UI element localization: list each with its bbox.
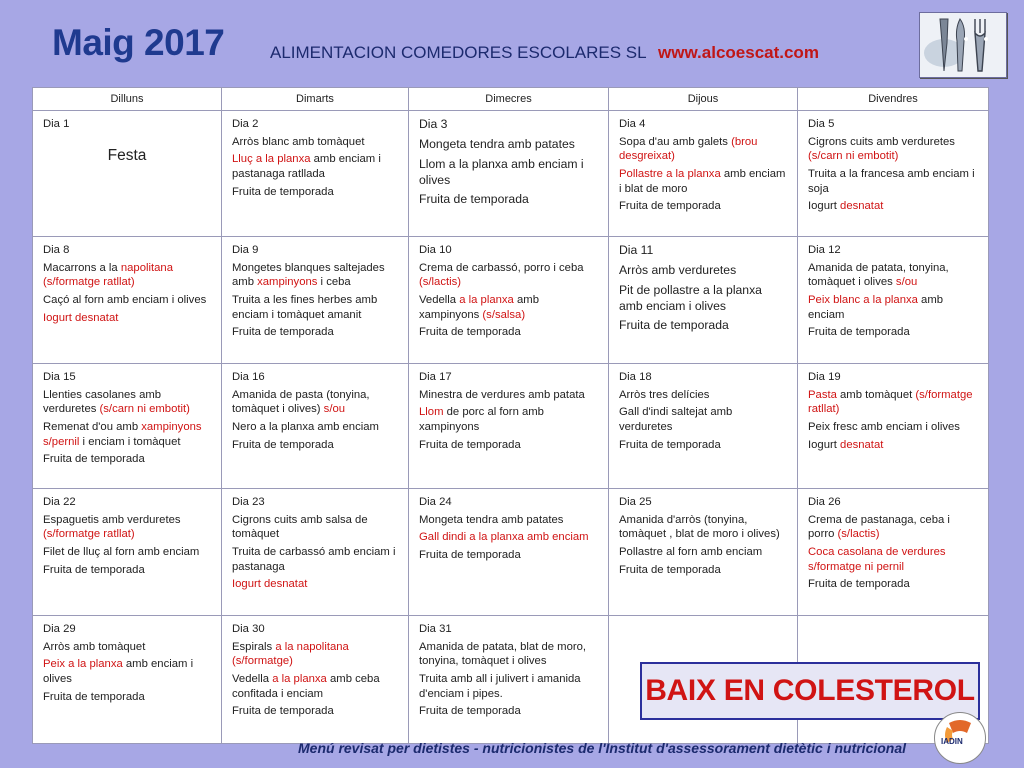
day-cell — [33, 488, 222, 615]
menu-item — [619, 283, 787, 315]
menu-text: Pollastre al forn amb enciam — [619, 545, 763, 558]
day-number — [619, 370, 787, 385]
menu-text: Dia 25 — [619, 495, 652, 508]
menu-text: Dia 16 — [232, 370, 265, 383]
day-number — [808, 117, 978, 132]
menu-item — [232, 545, 398, 574]
weekday-header: Dilluns — [33, 88, 222, 111]
menu-item — [232, 293, 398, 322]
menu-text: Fruita de temporada — [419, 438, 521, 451]
menu-text: Mongetes blanques saltejades amb — [232, 261, 385, 289]
day-cell — [798, 363, 989, 488]
menu-text: Fruita de temporada — [808, 578, 910, 591]
footer-note: Menú revisat per dietistes - nutricionistes de l'Institut d'assessorament dietètic i nutricional — [298, 740, 907, 756]
menu-item — [808, 420, 978, 435]
menu-text: Dia 10 — [419, 243, 452, 256]
menu-text: amb xampinyons — [419, 294, 539, 321]
menu-text: Peix a la planxa — [43, 658, 123, 671]
menu-item — [619, 135, 787, 164]
weekday-header-row — [33, 88, 989, 111]
menu-text: s/ou — [323, 403, 346, 416]
menu-text: (s/formatge ratllat) — [43, 528, 135, 541]
weekday-header: Dimarts — [222, 88, 409, 111]
day-number — [808, 370, 978, 385]
menu-text: Dia 26 — [808, 495, 841, 508]
menu-text: i ceba — [317, 276, 351, 289]
menu-text: amb tomàquet — [836, 388, 916, 401]
menu-text: Pit de pollastre a la planxa amb enciam i olives — [619, 282, 762, 313]
menu-text: Arròs blanc amb tomàquet — [232, 135, 365, 148]
menu-text: Amanida de pasta (tonyina, tomàquet i olives) — [232, 388, 370, 416]
menu-text: Fruita de temporada — [619, 438, 721, 451]
menu-item — [43, 420, 211, 449]
menu-item — [232, 185, 398, 200]
menu-text: Arròs amb verduretes — [619, 262, 737, 277]
menu-text: Fruita de temporada — [419, 192, 529, 207]
day-cell — [609, 111, 798, 237]
menu-item — [419, 405, 598, 434]
menu-text: (s/lactis) — [419, 276, 462, 289]
menu-text: Fruita de temporada — [419, 326, 521, 339]
menu-item — [808, 199, 978, 214]
day-cell — [222, 615, 409, 743]
menu-text: Filet de lluç al forn amb enciam — [43, 545, 200, 558]
day-cell — [33, 615, 222, 743]
menu-item — [232, 420, 398, 435]
menu-text: desnatat — [840, 200, 884, 213]
menu-text: Amanida d'arròs (tonyina, tomàquet , blat de moro i olives) — [619, 513, 780, 541]
menu-text: Dia 30 — [232, 622, 265, 635]
menu-text: Macarrons a la — [43, 261, 121, 274]
menu-table-container — [32, 87, 988, 744]
menu-item — [232, 261, 398, 290]
low-cholesterol-badge: BAIX EN COLESTEROL — [640, 662, 980, 720]
day-cell — [33, 363, 222, 488]
menu-text: napolitana (s/formatge ratllat) — [43, 261, 173, 289]
menu-text: Mongeta tendra amb patates — [419, 136, 575, 151]
week-row — [33, 363, 989, 488]
menu-item — [619, 545, 787, 560]
menu-table — [32, 87, 989, 744]
menu-item — [43, 146, 211, 166]
menu-text: Minestra de verdures amb patata — [419, 388, 585, 401]
menu-item — [619, 199, 787, 214]
menu-item — [232, 704, 398, 719]
day-number — [232, 495, 398, 510]
menu-item — [43, 388, 211, 417]
menu-item — [232, 152, 398, 181]
week-row — [33, 111, 989, 237]
week-row — [33, 488, 989, 615]
weekday-header: Dijous — [609, 88, 798, 111]
day-number — [43, 243, 211, 258]
menu-text: Iogurt — [808, 438, 841, 451]
menu-item — [43, 563, 211, 578]
menu-text: Dia 5 — [808, 118, 835, 130]
day-number — [43, 622, 211, 637]
menu-item — [619, 438, 787, 453]
menu-text: Vedella — [232, 672, 273, 685]
menu-text: Lluç a la planxa — [232, 153, 311, 166]
menu-text: Fruita de temporada — [619, 200, 721, 213]
day-cell — [33, 111, 222, 237]
cutlery-icon — [920, 13, 1006, 77]
menu-text: Llom a la planxa amb enciam i olives — [419, 156, 584, 187]
menu-text: Dia 15 — [43, 370, 76, 383]
menu-item — [43, 452, 211, 467]
menu-text: Espaguetis amb verduretes — [43, 513, 181, 526]
menu-item — [619, 563, 787, 578]
menu-text: Festa — [107, 146, 147, 164]
menu-text: Iogurt — [808, 200, 841, 213]
menu-text: Amanida de patata, tonyina, tomàquet i olives — [808, 261, 949, 289]
menu-item — [419, 192, 598, 208]
day-number — [619, 495, 787, 510]
menu-text: Crema de pastanaga, ceba i porro — [808, 513, 950, 541]
day-cell — [33, 236, 222, 363]
day-cell — [409, 615, 609, 743]
menu-item — [619, 318, 787, 334]
menu-text: Dia 8 — [43, 243, 70, 256]
day-cell — [222, 111, 409, 237]
menu-item — [619, 388, 787, 403]
weekday-header: Dimecres — [409, 88, 609, 111]
menu-text: Dia 23 — [232, 495, 265, 508]
menu-item — [808, 513, 978, 542]
menu-item — [419, 325, 598, 340]
menu-text: a la planxa — [459, 294, 514, 306]
menu-item — [808, 167, 978, 196]
menu-item — [619, 405, 787, 434]
menu-text: amb enciam i blat de moro — [619, 168, 786, 195]
menu-text: Llom — [419, 406, 444, 419]
menu-text: Crema de carbassó, porro i ceba — [419, 261, 584, 274]
day-number — [43, 495, 211, 510]
menu-item — [808, 261, 978, 290]
day-cell — [409, 488, 609, 615]
day-number — [232, 243, 398, 258]
menu-text: Dia 9 — [232, 243, 259, 256]
menu-item — [419, 530, 598, 545]
day-cell — [609, 236, 798, 363]
menu-text: Espirals — [232, 640, 276, 653]
menu-item — [232, 438, 398, 453]
menu-text: Arròs amb tomàquet — [43, 640, 146, 653]
menu-item — [808, 577, 978, 592]
menu-text: Dia 11 — [619, 242, 654, 257]
menu-text: a la planxa — [272, 672, 327, 685]
day-number — [43, 370, 211, 385]
menu-item — [808, 388, 978, 417]
menu-text: (s/lactis) — [837, 528, 880, 541]
website-link[interactable]: www.alcoescat.com — [658, 43, 819, 62]
menu-text: i enciam i tomàquet — [79, 435, 181, 448]
menu-text: s/ou — [895, 276, 918, 289]
menu-item — [419, 137, 598, 153]
menu-text: Caçó al forn amb enciam i olives — [43, 294, 207, 306]
menu-text: Dia 1 — [43, 118, 70, 130]
day-cell — [409, 363, 609, 488]
menu-text: Cigrons cuits amb verduretes — [808, 135, 955, 148]
menu-text: Dia 17 — [419, 370, 452, 383]
menu-item — [43, 690, 211, 705]
menu-item — [43, 261, 211, 290]
menu-text: Fruita de temporada — [419, 548, 521, 561]
menu-text: Fruita de temporada — [232, 326, 334, 339]
day-cell — [222, 488, 409, 615]
menu-item — [419, 438, 598, 453]
menu-text: Peix fresc amb enciam i olives — [808, 421, 960, 433]
menu-item — [419, 672, 598, 701]
menu-text: xampinyons — [257, 276, 318, 289]
day-number — [419, 370, 598, 385]
menu-text: Dia 4 — [619, 118, 646, 130]
day-number — [232, 622, 398, 637]
menu-item — [232, 388, 398, 417]
menu-text: Dia 22 — [43, 495, 76, 508]
menu-item — [808, 135, 978, 164]
menu-text: amb enciam i pastanaga ratllada — [232, 153, 381, 181]
menu-text: Dia 29 — [43, 622, 76, 635]
menu-item — [619, 167, 787, 196]
menu-item — [232, 135, 398, 150]
menu-text: amb enciam i olives — [43, 658, 194, 685]
menu-text: Gall dindi a la planxa amb enciam — [419, 531, 589, 544]
day-cell — [798, 111, 989, 237]
menu-item — [43, 513, 211, 542]
menu-text: (s/carn ni embotit) — [808, 150, 899, 163]
menu-item — [419, 548, 598, 563]
menu-text: Dia 31 — [419, 622, 452, 635]
menu-text: Pollastre a la planxa — [619, 168, 721, 181]
menu-text: Fruita de temporada — [419, 705, 521, 718]
menu-item — [419, 261, 598, 290]
menu-text: Fruita de temporada — [43, 453, 145, 466]
menu-item — [43, 293, 211, 308]
menu-item — [808, 438, 978, 453]
company-name: ALIMENTACION COMEDORES ESCOLARES SL — [270, 43, 647, 62]
menu-text: Coca casolana de verdures s/formatge ni pernil — [808, 545, 946, 573]
menu-text: Fruita de temporada — [619, 318, 729, 333]
menu-text: Iogurt desnatat — [232, 578, 308, 591]
menu-item — [232, 325, 398, 340]
menu-text: Sopa d'au amb galets — [619, 135, 732, 148]
menu-item — [43, 640, 211, 655]
menu-item — [808, 293, 978, 322]
menu-item — [419, 704, 598, 719]
day-number — [419, 495, 598, 510]
menu-item — [419, 293, 598, 322]
menu-text: Fruita de temporada — [43, 563, 145, 576]
menu-item — [232, 577, 398, 592]
day-cell — [222, 236, 409, 363]
day-number — [619, 117, 787, 132]
menu-text: Remenat d'ou amb — [43, 421, 142, 433]
day-number — [419, 622, 598, 637]
menu-text: Amanida de patata, blat de moro, tonyina, tomàquet i olives — [419, 640, 587, 668]
menu-text: Dia 2 — [232, 118, 259, 130]
week-row — [33, 236, 989, 363]
menu-text: Fruita de temporada — [43, 690, 145, 703]
menu-item — [419, 157, 598, 189]
menu-text: Truita amb all i julivert i amanida d'enciam i pipes. — [419, 672, 581, 700]
day-number — [808, 495, 978, 510]
iadin-label: IADIN — [941, 737, 963, 746]
day-number — [43, 117, 211, 132]
day-number — [808, 243, 978, 258]
day-number — [419, 117, 598, 133]
menu-text: Fruita de temporada — [232, 438, 334, 451]
menu-text: Truita a la francesa amb enciam i soja — [808, 168, 975, 195]
menu-text: Truita de carbassó amb enciam i pastanaga — [232, 545, 396, 573]
day-number — [619, 243, 787, 259]
menu-item — [808, 545, 978, 574]
menu-item — [43, 545, 211, 560]
day-number — [232, 117, 398, 132]
menu-text: Dia 18 — [619, 370, 652, 383]
cutlery-logo — [919, 12, 1007, 78]
menu-item — [419, 388, 598, 403]
menu-text: (s/formatge ratllat) — [808, 388, 973, 416]
menu-text: Dia 12 — [808, 243, 841, 256]
day-number — [232, 370, 398, 385]
menu-text: amb enciam — [808, 294, 944, 321]
menu-text: xampinyons s/pernil — [43, 421, 202, 448]
day-cell — [609, 363, 798, 488]
menu-text: Truita a les fines herbes amb enciam i tomàquet amanit — [232, 294, 378, 321]
menu-text: Fruita de temporada — [808, 326, 910, 339]
day-cell — [222, 363, 409, 488]
menu-text: Pasta — [808, 388, 837, 401]
menu-text: Fruita de temporada — [619, 563, 721, 576]
day-cell — [409, 111, 609, 237]
day-number — [419, 243, 598, 258]
menu-text: (s/carn ni embotit) — [99, 403, 190, 416]
menu-item — [232, 672, 398, 701]
menu-text: (s/salsa) — [482, 308, 526, 321]
weekday-header: Divendres — [798, 88, 989, 111]
day-cell — [798, 236, 989, 363]
menu-text: Vedella — [419, 294, 460, 306]
menu-text: Iogurt desnatat — [43, 311, 119, 324]
menu-item — [808, 325, 978, 340]
day-cell — [609, 488, 798, 615]
menu-text: Cigrons cuits amb salsa de tomàquet — [232, 513, 368, 541]
menu-text: Arròs tres delícies — [619, 388, 710, 401]
menu-text: desnatat — [840, 438, 884, 451]
menu-item — [43, 657, 211, 686]
menu-text: Dia 3 — [419, 117, 448, 131]
menu-text: de porc al forn amb xampinyons — [419, 406, 544, 433]
menu-item — [232, 640, 398, 669]
menu-item — [43, 311, 211, 326]
menu-item — [419, 640, 598, 669]
menu-text: Dia 19 — [808, 370, 841, 383]
page-title: Maig 2017 — [52, 22, 225, 63]
menu-text: Nero a la planxa amb enciam — [232, 421, 379, 433]
menu-text: Peix blanc a la planxa — [808, 294, 918, 306]
menu-item — [619, 513, 787, 542]
day-cell — [409, 236, 609, 363]
menu-text: Dia 24 — [419, 495, 452, 508]
menu-item — [232, 513, 398, 542]
menu-text: amb ceba confitada i enciam — [232, 672, 380, 700]
menu-text: Fruita de temporada — [232, 185, 334, 198]
day-cell — [798, 488, 989, 615]
menu-text: Llenties casolanes amb verduretes — [43, 388, 162, 416]
menu-text: a la napolitana (s/formatge) — [232, 640, 349, 668]
menu-item — [419, 513, 598, 528]
menu-text: Fruita de temporada — [232, 705, 334, 718]
menu-text: Gall d'indi saltejat amb verduretes — [619, 406, 733, 433]
menu-item — [619, 263, 787, 279]
menu-text: Mongeta tendra amb patates — [419, 513, 564, 526]
menu-text: (brou desgreixat) — [619, 135, 758, 163]
